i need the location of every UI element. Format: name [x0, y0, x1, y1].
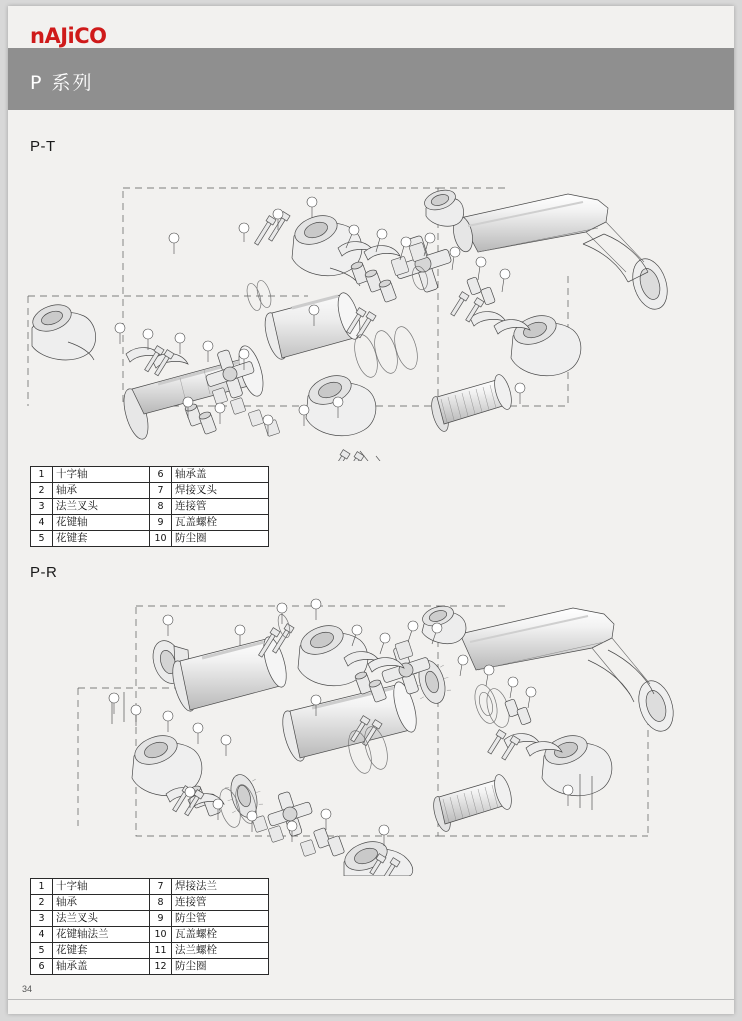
legend-num: 1 [31, 467, 53, 483]
legend-table-pt [30, 466, 269, 547]
footer-divider [8, 999, 734, 1000]
legend-num: 8 [150, 499, 172, 515]
legend-num: 2 [31, 895, 53, 911]
legend-num: 7 [150, 879, 172, 895]
legend-num: 4 [31, 515, 53, 531]
legend-text: 防尘圈 [172, 959, 269, 975]
table-row [31, 483, 269, 499]
legend-text: 花键轴法兰 [53, 927, 150, 943]
legend-text: 法兰叉头 [53, 911, 150, 927]
table-row [31, 927, 269, 943]
legend-num: 12 [150, 959, 172, 975]
legend-text: 花键套 [53, 943, 150, 959]
section-label-pr: P-R [30, 564, 58, 581]
legend-text: 十字轴 [53, 879, 150, 895]
legend-num: 2 [31, 483, 53, 499]
legend-num: 7 [150, 483, 172, 499]
legend-text: 连接管 [172, 895, 269, 911]
legend-num: 6 [150, 467, 172, 483]
exploded-diagram-pt [8, 156, 734, 461]
legend-num: 1 [31, 879, 53, 895]
legend-num: 6 [31, 959, 53, 975]
legend-num: 3 [31, 499, 53, 515]
legend-text: 法兰叉头 [53, 499, 150, 515]
legend-num: 5 [31, 531, 53, 547]
exploded-diagram-pr [8, 576, 734, 876]
catalog-page [8, 6, 734, 1014]
page-number: 34 [22, 984, 33, 994]
legend-text: 花键套 [53, 531, 150, 547]
brand-logo: nAJiCO [30, 24, 107, 48]
series-title: P 系列 [30, 72, 94, 94]
legend-text: 十字轴 [53, 467, 150, 483]
table-row [31, 959, 269, 975]
legend-text: 花键轴 [53, 515, 150, 531]
legend-text: 轴承盖 [53, 959, 150, 975]
table-row [31, 499, 269, 515]
legend-text: 防尘管 [172, 911, 269, 927]
legend-text: 瓦盖螺栓 [172, 927, 269, 943]
legend-num: 10 [150, 531, 172, 547]
table-row [31, 515, 269, 531]
table-row [31, 943, 269, 959]
section-label-pt: P-T [30, 138, 56, 155]
legend-text: 轴承盖 [172, 467, 269, 483]
table-row [31, 531, 269, 547]
table-row [31, 467, 269, 483]
header-band [8, 48, 734, 110]
legend-text: 法兰螺栓 [172, 943, 269, 959]
legend-num: 10 [150, 927, 172, 943]
legend-num: 8 [150, 895, 172, 911]
table-row [31, 911, 269, 927]
legend-num: 4 [31, 927, 53, 943]
legend-text: 焊接叉头 [172, 483, 269, 499]
legend-table-pr [30, 878, 269, 975]
legend-num: 5 [31, 943, 53, 959]
legend-text: 连接管 [172, 499, 269, 515]
legend-num: 9 [150, 911, 172, 927]
table-row [31, 879, 269, 895]
legend-text: 瓦盖螺栓 [172, 515, 269, 531]
legend-num: 3 [31, 911, 53, 927]
legend-text: 焊接法兰 [172, 879, 269, 895]
legend-num: 11 [150, 943, 172, 959]
legend-text: 轴承 [53, 483, 150, 499]
legend-text: 轴承 [53, 895, 150, 911]
table-row [31, 895, 269, 911]
legend-text: 防尘圈 [172, 531, 269, 547]
legend-num: 9 [150, 515, 172, 531]
